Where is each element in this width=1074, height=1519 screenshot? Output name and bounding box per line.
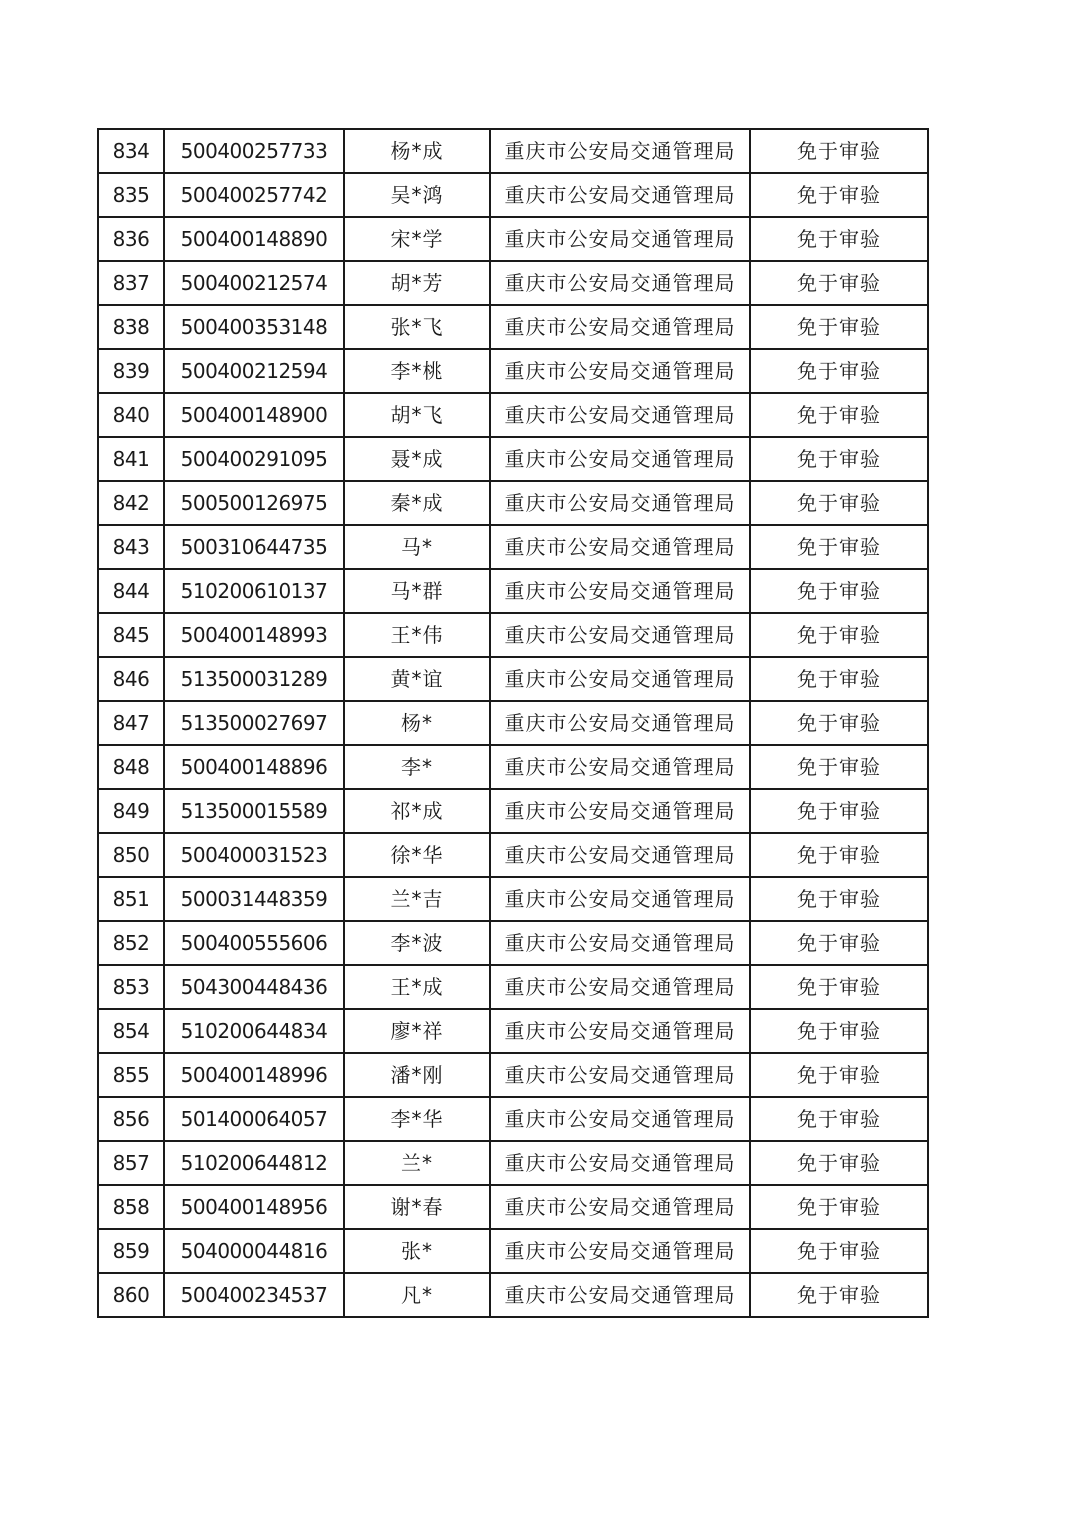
- issuing-authority-cell: 重庆市公安局交通管理局: [490, 349, 750, 393]
- issuing-authority-cell: 重庆市公安局交通管理局: [490, 877, 750, 921]
- issuing-authority-cell: 重庆市公安局交通管理局: [490, 569, 750, 613]
- review-status-cell: 免于审验: [750, 1229, 928, 1273]
- sequence-cell: 850: [98, 833, 164, 877]
- sequence-cell: 859: [98, 1229, 164, 1273]
- issuing-authority-cell: 重庆市公安局交通管理局: [490, 965, 750, 1009]
- license-number-cell: 513500031289: [164, 657, 344, 701]
- table-row: [98, 965, 928, 1009]
- license-number-cell: 500400234537: [164, 1273, 344, 1317]
- license-number-cell: 500400257742: [164, 173, 344, 217]
- review-status-cell: 免于审验: [750, 921, 928, 965]
- issuing-authority-cell: 重庆市公安局交通管理局: [490, 833, 750, 877]
- sequence-cell: 840: [98, 393, 164, 437]
- table-row: [98, 701, 928, 745]
- holder-name-cell: 宋*学: [344, 217, 490, 261]
- issuing-authority-cell: 重庆市公安局交通管理局: [490, 1229, 750, 1273]
- sequence-cell: 852: [98, 921, 164, 965]
- license-number-cell: 500400555606: [164, 921, 344, 965]
- holder-name-cell: 徐*华: [344, 833, 490, 877]
- review-status-cell: 免于审验: [750, 1097, 928, 1141]
- review-status-cell: 免于审验: [750, 173, 928, 217]
- sequence-cell: 841: [98, 437, 164, 481]
- issuing-authority-cell: 重庆市公安局交通管理局: [490, 173, 750, 217]
- roster-table-body: [98, 129, 928, 1317]
- holder-name-cell: 吴*鸿: [344, 173, 490, 217]
- sequence-cell: 846: [98, 657, 164, 701]
- review-status-cell: 免于审验: [750, 1185, 928, 1229]
- license-number-cell: 500400353148: [164, 305, 344, 349]
- review-status-cell: 免于审验: [750, 965, 928, 1009]
- table-row: [98, 525, 928, 569]
- license-number-cell: 500400148993: [164, 613, 344, 657]
- table-row: [98, 393, 928, 437]
- sequence-cell: 847: [98, 701, 164, 745]
- table-row: [98, 1273, 928, 1317]
- holder-name-cell: 张*飞: [344, 305, 490, 349]
- sequence-cell: 858: [98, 1185, 164, 1229]
- table-row: [98, 173, 928, 217]
- sequence-cell: 837: [98, 261, 164, 305]
- table-row: [98, 305, 928, 349]
- review-status-cell: 免于审验: [750, 701, 928, 745]
- table-row: [98, 481, 928, 525]
- holder-name-cell: 李*华: [344, 1097, 490, 1141]
- license-number-cell: 500400291095: [164, 437, 344, 481]
- table-row: [98, 657, 928, 701]
- table-row: [98, 1141, 928, 1185]
- issuing-authority-cell: 重庆市公安局交通管理局: [490, 261, 750, 305]
- issuing-authority-cell: 重庆市公安局交通管理局: [490, 393, 750, 437]
- issuing-authority-cell: 重庆市公安局交通管理局: [490, 1009, 750, 1053]
- holder-name-cell: 马*群: [344, 569, 490, 613]
- issuing-authority-cell: 重庆市公安局交通管理局: [490, 217, 750, 261]
- issuing-authority-cell: 重庆市公安局交通管理局: [490, 437, 750, 481]
- issuing-authority-cell: 重庆市公安局交通管理局: [490, 525, 750, 569]
- sequence-cell: 834: [98, 129, 164, 173]
- sequence-cell: 853: [98, 965, 164, 1009]
- holder-name-cell: 廖*祥: [344, 1009, 490, 1053]
- license-number-cell: 504300448436: [164, 965, 344, 1009]
- table-row: [98, 569, 928, 613]
- holder-name-cell: 马*: [344, 525, 490, 569]
- issuing-authority-cell: 重庆市公安局交通管理局: [490, 789, 750, 833]
- holder-name-cell: 李*桃: [344, 349, 490, 393]
- sequence-cell: 849: [98, 789, 164, 833]
- table-row: [98, 349, 928, 393]
- review-status-cell: 免于审验: [750, 877, 928, 921]
- sequence-cell: 842: [98, 481, 164, 525]
- sequence-cell: 844: [98, 569, 164, 613]
- review-status-cell: 免于审验: [750, 393, 928, 437]
- holder-name-cell: 兰*: [344, 1141, 490, 1185]
- review-status-cell: 免于审验: [750, 305, 928, 349]
- table-row: [98, 833, 928, 877]
- review-status-cell: 免于审验: [750, 657, 928, 701]
- review-status-cell: 免于审验: [750, 613, 928, 657]
- sequence-cell: 843: [98, 525, 164, 569]
- license-number-cell: 510200610137: [164, 569, 344, 613]
- holder-name-cell: 胡*芳: [344, 261, 490, 305]
- review-status-cell: 免于审验: [750, 1053, 928, 1097]
- table-row: [98, 1053, 928, 1097]
- sequence-cell: 860: [98, 1273, 164, 1317]
- review-status-cell: 免于审验: [750, 525, 928, 569]
- license-number-cell: 504000044816: [164, 1229, 344, 1273]
- license-number-cell: 501400064057: [164, 1097, 344, 1141]
- issuing-authority-cell: 重庆市公安局交通管理局: [490, 305, 750, 349]
- issuing-authority-cell: 重庆市公安局交通管理局: [490, 613, 750, 657]
- issuing-authority-cell: 重庆市公安局交通管理局: [490, 129, 750, 173]
- license-number-cell: 500400212574: [164, 261, 344, 305]
- table-row: [98, 745, 928, 789]
- table-row: [98, 921, 928, 965]
- table-row: [98, 613, 928, 657]
- review-status-cell: 免于审验: [750, 1009, 928, 1053]
- license-number-cell: 500500126975: [164, 481, 344, 525]
- issuing-authority-cell: 重庆市公安局交通管理局: [490, 1053, 750, 1097]
- holder-name-cell: 聂*成: [344, 437, 490, 481]
- license-number-cell: 513500015589: [164, 789, 344, 833]
- review-status-cell: 免于审验: [750, 437, 928, 481]
- holder-name-cell: 王*伟: [344, 613, 490, 657]
- license-number-cell: 513500027697: [164, 701, 344, 745]
- review-status-cell: 免于审验: [750, 217, 928, 261]
- table-row: [98, 1097, 928, 1141]
- issuing-authority-cell: 重庆市公安局交通管理局: [490, 481, 750, 525]
- license-number-cell: 500400212594: [164, 349, 344, 393]
- table-row: [98, 1229, 928, 1273]
- table-row: [98, 1009, 928, 1053]
- sequence-cell: 836: [98, 217, 164, 261]
- issuing-authority-cell: 重庆市公安局交通管理局: [490, 1097, 750, 1141]
- holder-name-cell: 李*: [344, 745, 490, 789]
- license-number-cell: 500400257733: [164, 129, 344, 173]
- holder-name-cell: 谢*春: [344, 1185, 490, 1229]
- review-status-cell: 免于审验: [750, 569, 928, 613]
- holder-name-cell: 凡*: [344, 1273, 490, 1317]
- license-number-cell: 500400148996: [164, 1053, 344, 1097]
- sequence-cell: 857: [98, 1141, 164, 1185]
- license-number-cell: 500031448359: [164, 877, 344, 921]
- roster-table: [97, 128, 929, 1318]
- holder-name-cell: 胡*飞: [344, 393, 490, 437]
- issuing-authority-cell: 重庆市公安局交通管理局: [490, 701, 750, 745]
- review-status-cell: 免于审验: [750, 481, 928, 525]
- holder-name-cell: 王*成: [344, 965, 490, 1009]
- table-row: [98, 1185, 928, 1229]
- sequence-cell: 851: [98, 877, 164, 921]
- holder-name-cell: 杨*: [344, 701, 490, 745]
- table-row: [98, 789, 928, 833]
- holder-name-cell: 张*: [344, 1229, 490, 1273]
- holder-name-cell: 潘*刚: [344, 1053, 490, 1097]
- sequence-cell: 835: [98, 173, 164, 217]
- sequence-cell: 845: [98, 613, 164, 657]
- review-status-cell: 免于审验: [750, 129, 928, 173]
- review-status-cell: 免于审验: [750, 1141, 928, 1185]
- holder-name-cell: 黄*谊: [344, 657, 490, 701]
- review-status-cell: 免于审验: [750, 745, 928, 789]
- holder-name-cell: 秦*成: [344, 481, 490, 525]
- sequence-cell: 838: [98, 305, 164, 349]
- review-status-cell: 免于审验: [750, 833, 928, 877]
- sequence-cell: 855: [98, 1053, 164, 1097]
- license-number-cell: 500400148896: [164, 745, 344, 789]
- holder-name-cell: 兰*吉: [344, 877, 490, 921]
- issuing-authority-cell: 重庆市公安局交通管理局: [490, 1141, 750, 1185]
- sequence-cell: 856: [98, 1097, 164, 1141]
- sequence-cell: 848: [98, 745, 164, 789]
- table-row: [98, 129, 928, 173]
- issuing-authority-cell: 重庆市公安局交通管理局: [490, 1273, 750, 1317]
- table-row: [98, 437, 928, 481]
- table-row: [98, 877, 928, 921]
- issuing-authority-cell: 重庆市公安局交通管理局: [490, 745, 750, 789]
- holder-name-cell: 祁*成: [344, 789, 490, 833]
- issuing-authority-cell: 重庆市公安局交通管理局: [490, 921, 750, 965]
- license-number-cell: 510200644812: [164, 1141, 344, 1185]
- sequence-cell: 854: [98, 1009, 164, 1053]
- table-row: [98, 261, 928, 305]
- license-number-cell: 500400148890: [164, 217, 344, 261]
- issuing-authority-cell: 重庆市公安局交通管理局: [490, 1185, 750, 1229]
- license-number-cell: 500400031523: [164, 833, 344, 877]
- review-status-cell: 免于审验: [750, 1273, 928, 1317]
- review-status-cell: 免于审验: [750, 789, 928, 833]
- holder-name-cell: 李*波: [344, 921, 490, 965]
- issuing-authority-cell: 重庆市公安局交通管理局: [490, 657, 750, 701]
- license-number-cell: 510200644834: [164, 1009, 344, 1053]
- license-number-cell: 500400148956: [164, 1185, 344, 1229]
- sequence-cell: 839: [98, 349, 164, 393]
- table-row: [98, 217, 928, 261]
- review-status-cell: 免于审验: [750, 349, 928, 393]
- review-status-cell: 免于审验: [750, 261, 928, 305]
- license-number-cell: 500400148900: [164, 393, 344, 437]
- license-number-cell: 500310644735: [164, 525, 344, 569]
- holder-name-cell: 杨*成: [344, 129, 490, 173]
